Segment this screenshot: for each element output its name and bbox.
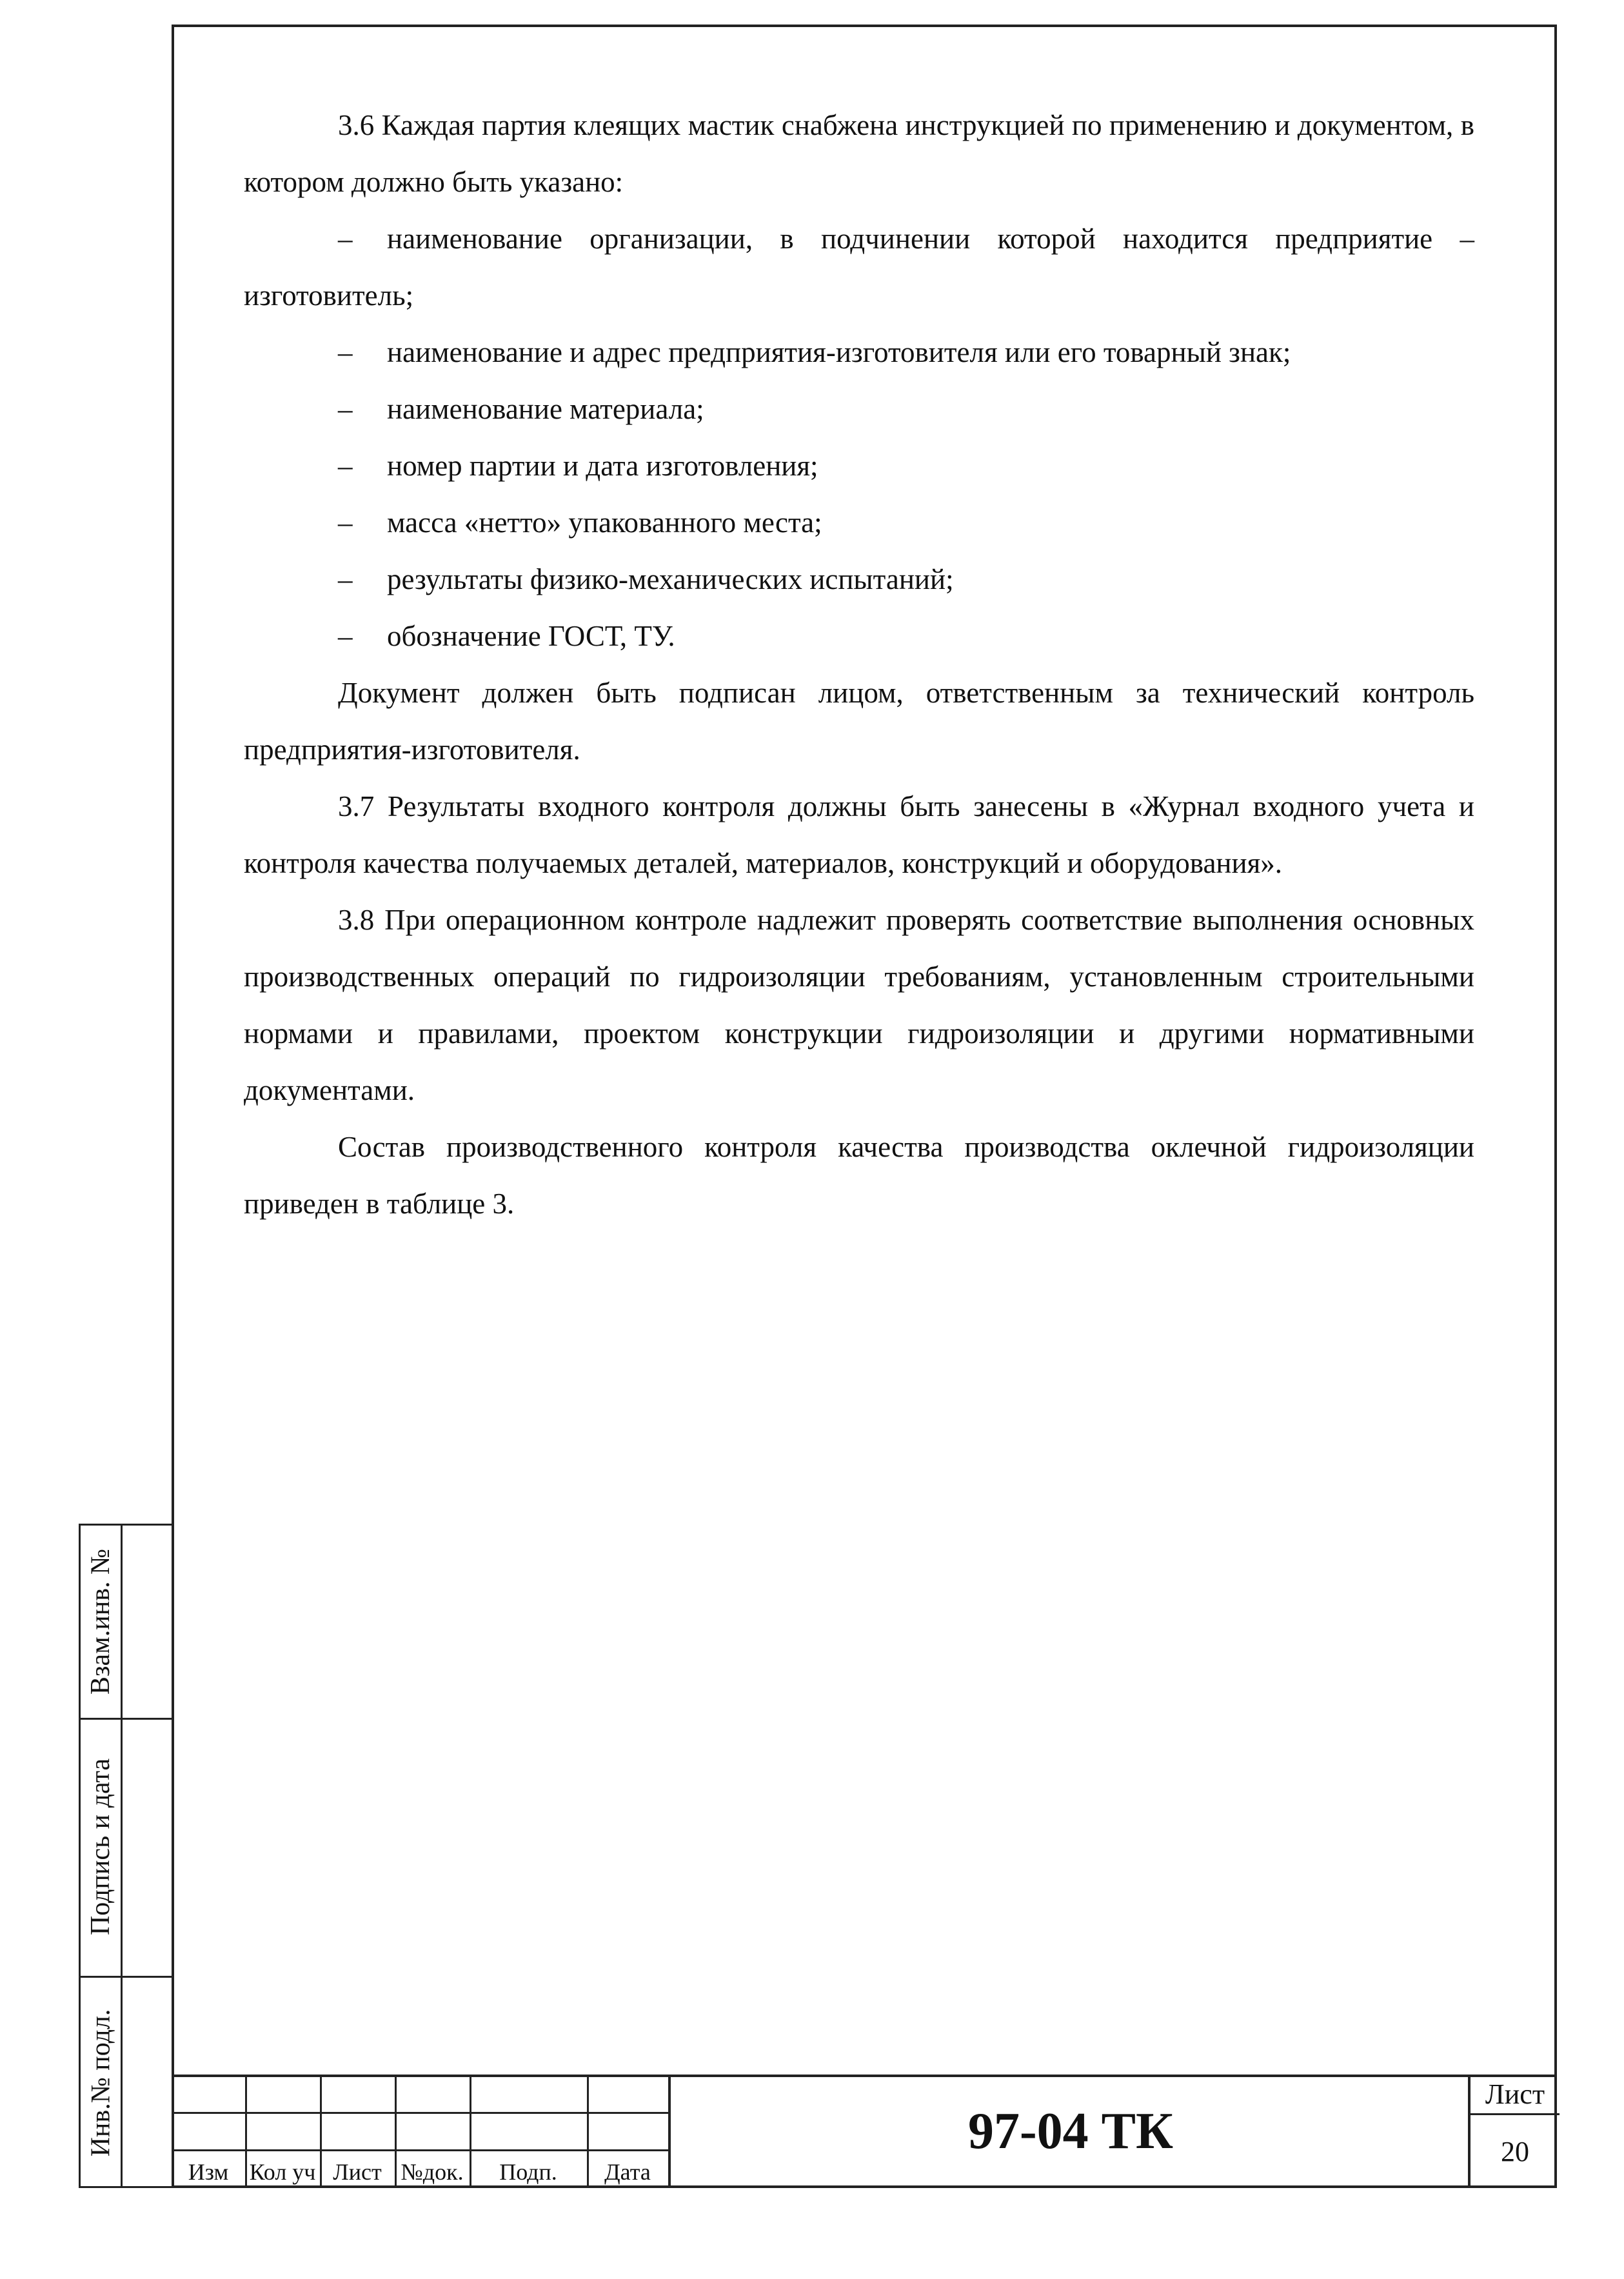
side-label-inv-text: Инв.№ подл.: [86, 2009, 115, 2157]
col-label-podp: Подп.: [499, 2159, 557, 2185]
list-item: [244, 437, 1474, 494]
list-item-text: номер партии и дата изготовления;: [387, 450, 818, 482]
list-item: [244, 608, 1474, 664]
dash-glyph: –: [338, 506, 353, 539]
col-label-list: Лист: [333, 2159, 382, 2185]
col-label-ndok: №док.: [401, 2159, 464, 2185]
paragraph-signature: Документ должен быть подписан лицом, ответственным за технический контроль предприятия-изготовителя.: [244, 677, 1474, 766]
title-block: [172, 2075, 1557, 2188]
paragraph-3-6: 3.6 Каждая партия клеящих мастик снабжена инструкцией по применению и документом, в котором должно быть указано:: [244, 109, 1474, 198]
list-item: [244, 551, 1474, 608]
revision-grid: [172, 2075, 668, 2188]
side-label-podpis: [81, 1718, 121, 1976]
document-body: [244, 97, 1474, 1232]
paragraph-table-ref: Состав производственного контроля качества производства оклечной гидроизоляции приведен в таблице 3.: [244, 1131, 1474, 1220]
list-item-text: обозначение ГОСТ, ТУ.: [387, 620, 675, 652]
sheet-box: [1468, 2075, 1560, 2188]
dash-glyph: –: [338, 620, 353, 652]
side-label-vzam-text: Взам.инв. №: [86, 1548, 115, 1695]
dash-glyph: –: [338, 563, 353, 595]
side-label-podpis-text: Подпись и дата: [86, 1758, 115, 1936]
sheet-label: Лист: [1471, 2075, 1560, 2115]
list-item: [244, 324, 1474, 381]
paragraph-3-7: 3.7 Результаты входного контроля должны быть занесены в «Журнал входного учета и контроля качества получаемых деталей, материалов, конструкций и оборудования».: [244, 790, 1474, 879]
list-item: [244, 210, 1474, 324]
list-item-text: наименование материала;: [387, 393, 704, 425]
sheet-number: 20: [1501, 2136, 1529, 2167]
side-value-column: [121, 1526, 174, 2186]
dash-glyph: –: [338, 223, 353, 255]
document-code: 97-04 ТК: [668, 2075, 1471, 2188]
list-item: [244, 381, 1474, 437]
list-item: [244, 494, 1474, 551]
col-label-data: Дата: [604, 2159, 651, 2185]
paragraph-3-8: 3.8 При операционном контроле надлежит проверять соответствие выполнения основных производственных операций по гидроизоляции требованиям, установленным строительными нормами и правилами, проектом конструкции гидроизоляции и другими нормативными документами.: [244, 904, 1474, 1106]
dash-glyph: –: [338, 393, 353, 425]
side-label-vzam: [81, 1526, 121, 1718]
list-item-text: наименование и адрес предприятия-изготовителя или его товарный знак;: [387, 336, 1291, 368]
list-item-text: масса «нетто» упакованного места;: [387, 506, 822, 539]
list-item-text: наименование организации, в подчинении которой находится предприятие – изготовитель;: [244, 223, 1474, 312]
col-label-kol-uch: Кол уч: [249, 2159, 316, 2185]
side-label-inv: [81, 1976, 121, 2190]
list-item-text: результаты физико-механических испытаний;: [387, 563, 954, 595]
col-label-izm: Изм: [188, 2159, 229, 2185]
dash-glyph: –: [338, 336, 353, 368]
side-stamp-strip: [79, 1524, 174, 2188]
dash-glyph: –: [338, 450, 353, 482]
